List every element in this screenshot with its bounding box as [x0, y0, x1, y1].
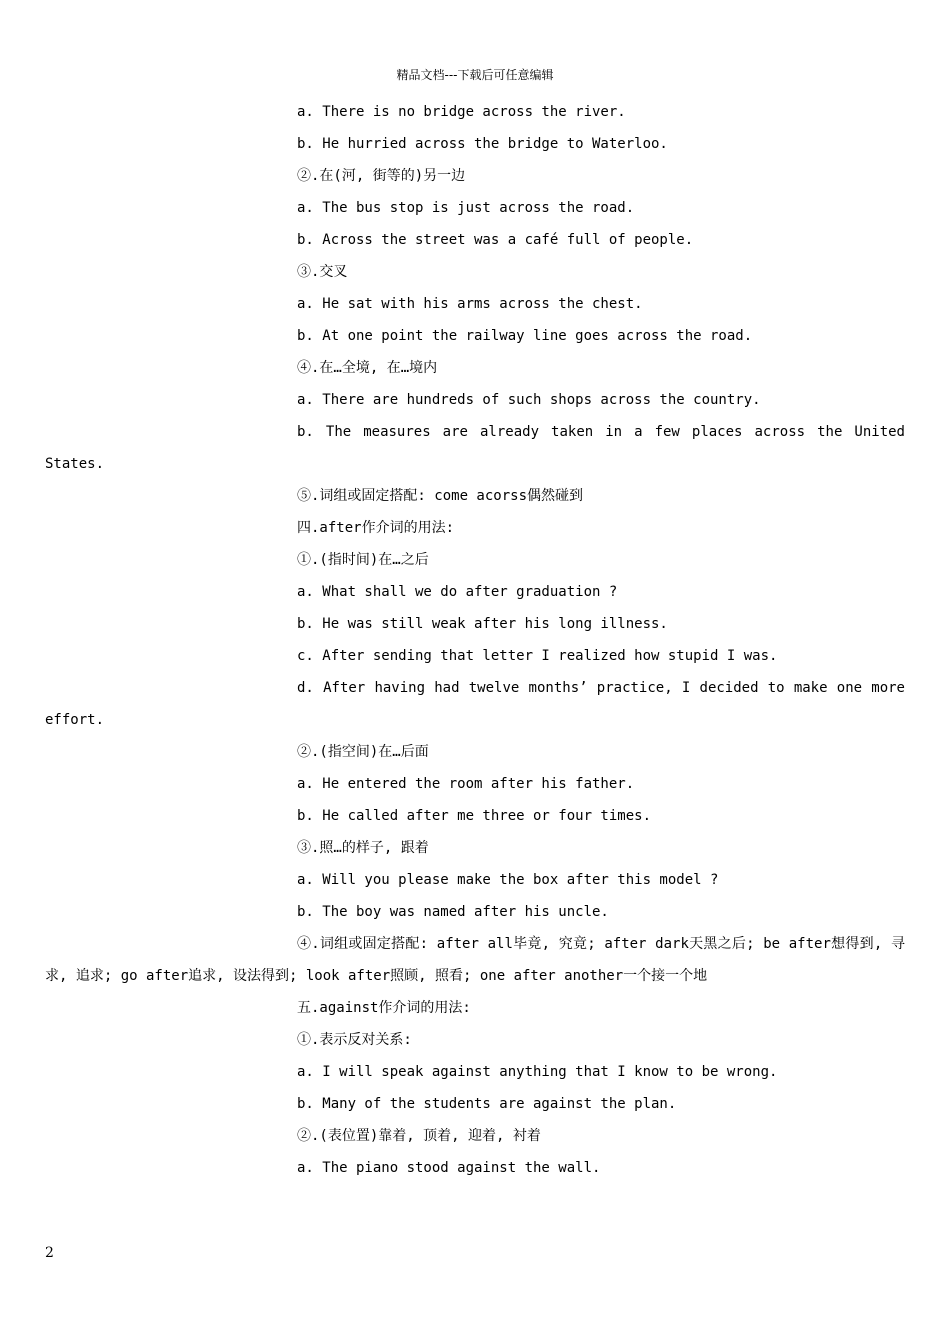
text-line: a. He entered the room after his father.	[297, 776, 635, 792]
page-number: 2	[45, 1245, 54, 1261]
sub-heading: ⑤.词组或固定搭配: come acorss偶然碰到	[297, 488, 584, 504]
text-line: c. After sending that letter I realized how stupid I was.	[297, 648, 778, 664]
text-line: b. He called after me three or four times.	[297, 808, 652, 824]
sub-heading: ①.(指时间)在…之后	[297, 552, 429, 568]
sub-heading: ②.(指空间)在…后面	[297, 744, 429, 760]
text-line: b. The boy was named after his uncle.	[297, 904, 609, 920]
text-line: b. He was still weak after his long illness.	[297, 616, 668, 632]
section-heading: 四.after作介词的用法:	[297, 520, 455, 536]
text-line: a. He sat with his arms across the chest.	[297, 296, 643, 312]
text-paragraph: d. After having had twelve months’ practice, I decided to make one more effort.	[45, 680, 905, 728]
sub-heading: ②.(表位置)靠着, 顶着, 迎着, 衬着	[297, 1128, 541, 1144]
sub-heading: ③.照…的样子, 跟着	[297, 840, 429, 856]
sub-heading: ①.表示反对关系:	[297, 1032, 412, 1048]
text-paragraph: ④.词组或固定搭配: after all毕竟, 究竟; after dark天黑之后; be after想得到, 寻求, 追求; go after追求, 设法得到; look after照顾, 照看; one after another一个接一个地	[45, 936, 905, 984]
text-line: b. Many of the students are against the plan.	[297, 1096, 677, 1112]
section-heading: 五.against作介词的用法:	[297, 1000, 471, 1016]
text-line: b. At one point the railway line goes across the road.	[297, 328, 753, 344]
text-line: a. What shall we do after graduation ?	[297, 584, 618, 600]
text-line: a. The bus stop is just across the road.	[297, 200, 635, 216]
text-line: a. The piano stood against the wall.	[297, 1160, 601, 1176]
text-line: a. I will speak against anything that I know to be wrong.	[297, 1064, 778, 1080]
text-line: b. He hurried across the bridge to Waterloo.	[297, 136, 668, 152]
document-body	[45, 96, 905, 1184]
sub-heading: ②.在(河, 街等的)另一边	[297, 168, 466, 184]
sub-heading: ③.交叉	[297, 264, 348, 280]
sub-heading: ④.在…全境, 在…境内	[297, 360, 438, 376]
text-line: a. Will you please make the box after this model ?	[297, 872, 719, 888]
text-line: b. Across the street was a café full of people.	[297, 232, 694, 248]
text-line: a. There are hundreds of such shops across the country.	[297, 392, 761, 408]
page-header: 精品文档---下载后可任意编辑	[396, 68, 554, 82]
text-paragraph: b. The measures are already taken in a few places across the United States.	[45, 424, 905, 472]
text-line: a. There is no bridge across the river.	[297, 104, 626, 120]
